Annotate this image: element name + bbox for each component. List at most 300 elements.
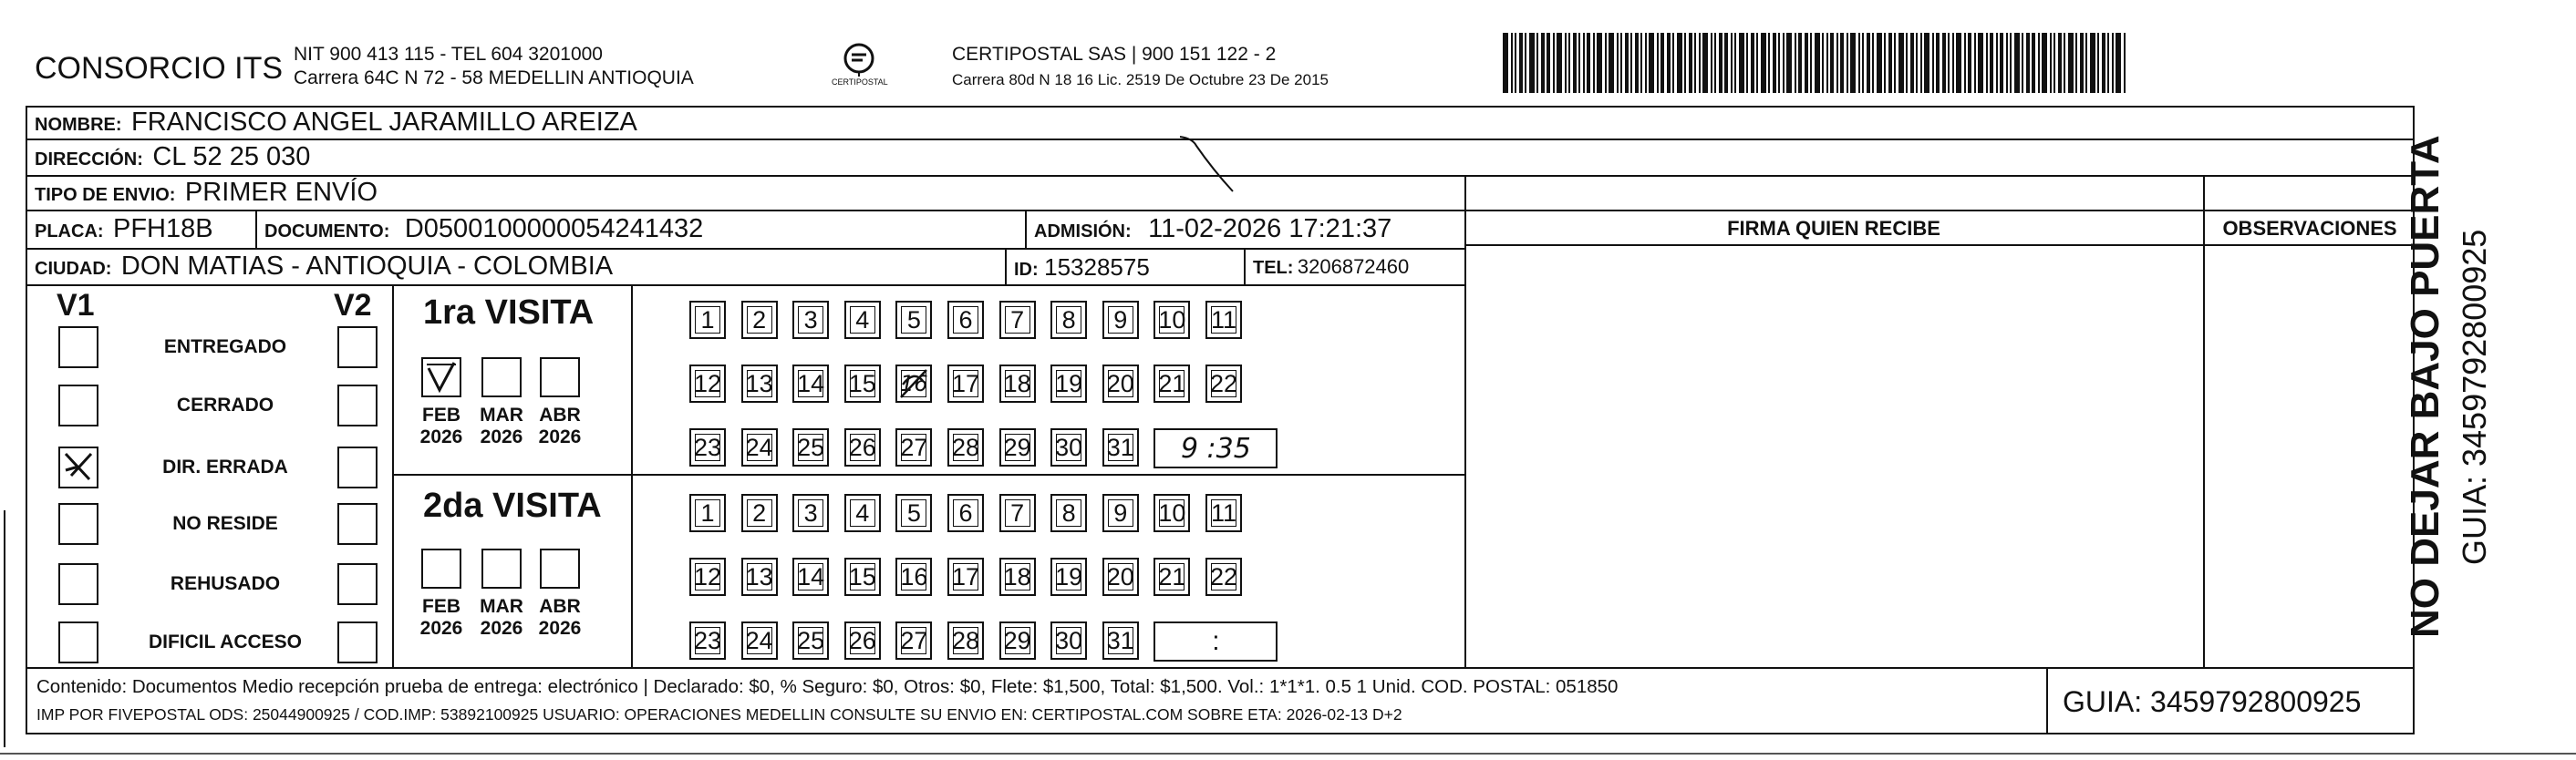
barcode-bar bbox=[1640, 33, 1642, 93]
day-number: 15 bbox=[848, 369, 876, 397]
tipo-row bbox=[35, 180, 378, 206]
day-number: 4 bbox=[855, 498, 870, 527]
day-cell[interactable] bbox=[999, 428, 1036, 467]
day-cell[interactable] bbox=[741, 365, 778, 403]
barcode-bar bbox=[1822, 33, 1824, 93]
barcode-bar bbox=[1894, 33, 1896, 93]
barcode-bar bbox=[1617, 33, 1619, 93]
day-cell[interactable] bbox=[689, 301, 726, 339]
barcode-bar bbox=[1810, 33, 1812, 93]
day-cell[interactable] bbox=[1102, 428, 1139, 467]
tel-value: 3206872460 bbox=[1297, 255, 1410, 278]
barcode-bar bbox=[1724, 33, 1728, 93]
barcode-bar bbox=[1942, 33, 1946, 93]
barcode-bar bbox=[1898, 33, 1904, 93]
footer-guia: GUIA: 3459792800925 bbox=[2063, 685, 2362, 718]
documento-value: D0500100000054241432 bbox=[404, 214, 704, 243]
status-option-label: ENTREGADO bbox=[163, 336, 287, 357]
barcode-bar bbox=[1884, 33, 1886, 93]
day-cell[interactable] bbox=[1205, 365, 1242, 403]
admision-row bbox=[1034, 216, 1391, 242]
day-number: 7 bbox=[1010, 498, 1025, 527]
day-mark-icon bbox=[895, 365, 932, 403]
day-cell[interactable] bbox=[792, 621, 829, 660]
v1-checkbox[interactable] bbox=[58, 385, 98, 426]
ciudad-label: CIUDAD: bbox=[35, 259, 112, 279]
barcode-bar bbox=[1888, 33, 1892, 93]
status-option-label: NO RESIDE bbox=[172, 513, 278, 534]
barcode-bar bbox=[1986, 33, 1988, 93]
month-checkbox[interactable] bbox=[421, 357, 461, 397]
barcode-bar bbox=[1625, 33, 1629, 93]
footer-contenido: Contenido: Documentos Medio recepción prueba de entrega: electrónico | Declarado: $0, % Seguro: $0, Otros: $0, Flete: $1,500, Total: $1,500. Vol.: 1*1*1. 0.5 1 Unid. COD. POSTAL: 051850 bbox=[36, 676, 1619, 697]
day-number: 17 bbox=[951, 562, 980, 591]
barcode-bar bbox=[1711, 33, 1712, 93]
day-cell[interactable] bbox=[741, 621, 778, 660]
id-value: 15328575 bbox=[1044, 253, 1150, 281]
day-cell[interactable] bbox=[792, 365, 829, 403]
barcode-bar bbox=[2064, 33, 2065, 93]
day-number: 7 bbox=[1010, 305, 1025, 334]
v2-checkbox[interactable] bbox=[337, 447, 378, 488]
barcode-bar bbox=[1773, 33, 1776, 93]
month-label bbox=[531, 596, 589, 640]
barcode-bar bbox=[2075, 33, 2077, 93]
barcode-bar bbox=[1815, 33, 1820, 93]
month-name: MAR bbox=[480, 405, 523, 426]
barcode-bar bbox=[1503, 33, 1508, 93]
barcode-bar bbox=[1597, 33, 1602, 93]
barcode-bar bbox=[1968, 33, 1971, 93]
day-cell[interactable] bbox=[844, 365, 881, 403]
day-number: 22 bbox=[1209, 369, 1238, 397]
barcode-bar bbox=[1573, 33, 1577, 93]
day-number: 21 bbox=[1158, 562, 1186, 591]
certipostal-info: CERTIPOSTAL SAS | 900 151 122 - 2 bbox=[952, 44, 1277, 65]
company-name: CONSORCIO ITS bbox=[35, 51, 284, 86]
day-cell[interactable] bbox=[792, 494, 829, 532]
day-number: 24 bbox=[745, 626, 773, 654]
v1-checkbox[interactable] bbox=[58, 503, 98, 545]
month-name: ABR bbox=[539, 596, 581, 617]
barcode-bar bbox=[1906, 33, 1908, 93]
day-number: 13 bbox=[745, 562, 773, 591]
day-number: 3 bbox=[803, 305, 818, 334]
day-cell[interactable] bbox=[1102, 558, 1139, 596]
admision-label: ADMISIÓN: bbox=[1034, 221, 1132, 241]
day-cell[interactable] bbox=[792, 301, 829, 339]
company-address: Carrera 64C N 72 - 58 MEDELLIN ANTIOQUIA bbox=[294, 67, 694, 88]
left-edge-mark bbox=[4, 510, 5, 747]
day-number: 3 bbox=[803, 498, 818, 527]
placa-label: PLACA: bbox=[35, 221, 104, 241]
month-checkbox[interactable] bbox=[421, 549, 461, 589]
day-cell[interactable] bbox=[792, 558, 829, 596]
month-name: FEB bbox=[422, 596, 460, 617]
barcode-bar bbox=[1529, 33, 1535, 93]
day-number: 18 bbox=[1003, 562, 1031, 591]
v1-checkbox[interactable] bbox=[58, 563, 98, 605]
day-number: 16 bbox=[900, 371, 928, 396]
day-number: 28 bbox=[951, 626, 980, 654]
day-cell[interactable] bbox=[741, 558, 778, 596]
month-year: 2026 bbox=[538, 426, 582, 448]
barcode-bar bbox=[1568, 33, 1570, 93]
day-number: 10 bbox=[1158, 305, 1186, 334]
barcode-bar bbox=[2097, 33, 2099, 93]
status-option-label: CERRADO bbox=[176, 395, 274, 416]
barcode-bar bbox=[1877, 33, 1882, 93]
barcode-bar bbox=[1605, 33, 1607, 93]
nombre-label: NOMBRE: bbox=[35, 115, 122, 135]
barcode-bar bbox=[1557, 33, 1562, 93]
day-cell[interactable] bbox=[947, 301, 984, 339]
check-mark-icon bbox=[60, 448, 97, 487]
day-number: 19 bbox=[1055, 369, 1083, 397]
v2-checkbox[interactable] bbox=[337, 326, 378, 368]
day-cell[interactable] bbox=[844, 558, 881, 596]
id-label: ID: bbox=[1014, 260, 1039, 280]
barcode-bar bbox=[1805, 33, 1808, 93]
day-cell[interactable] bbox=[689, 494, 726, 532]
barcode-bar bbox=[1541, 33, 1545, 93]
barcode-bar bbox=[2010, 33, 2012, 93]
barcode-bar bbox=[1978, 33, 1983, 93]
day-cell[interactable] bbox=[1102, 494, 1139, 532]
barcode-bar bbox=[1768, 33, 1770, 93]
day-number: 30 bbox=[1055, 433, 1083, 461]
day-cell[interactable] bbox=[1050, 621, 1087, 660]
barcode-bar bbox=[1536, 33, 1538, 93]
barcode-bar bbox=[1578, 33, 1580, 93]
v2-checkbox[interactable] bbox=[337, 503, 378, 545]
time-box[interactable] bbox=[1154, 621, 1278, 662]
barcode-bar bbox=[1649, 33, 1654, 93]
tipo-label: TIPO DE ENVIO: bbox=[35, 185, 176, 205]
barcode-bar bbox=[1645, 33, 1647, 93]
day-cell[interactable] bbox=[1205, 301, 1242, 339]
barcode-bar bbox=[1836, 33, 1838, 93]
documento-label: DOCUMENTO: bbox=[264, 221, 390, 241]
day-number: 1 bbox=[700, 305, 715, 334]
day-cell[interactable] bbox=[1050, 558, 1087, 596]
barcode-bar bbox=[1657, 33, 1659, 93]
day-number: 12 bbox=[693, 369, 722, 397]
barcode-bar bbox=[1920, 33, 1922, 93]
barcode-bar bbox=[1565, 33, 1567, 93]
barcode-bar bbox=[1587, 33, 1590, 93]
barcode-bar bbox=[2068, 33, 2074, 93]
barcode-bar bbox=[1699, 33, 1701, 93]
day-number: 4 bbox=[855, 305, 870, 334]
day-number: 24 bbox=[745, 433, 773, 461]
day-number: 8 bbox=[1061, 498, 1076, 527]
month-year: 2026 bbox=[538, 618, 582, 640]
day-number: 9 bbox=[1113, 498, 1128, 527]
barcode-bar bbox=[1786, 33, 1792, 93]
month-year: 2026 bbox=[480, 426, 523, 448]
barcode-bar bbox=[1910, 33, 1914, 93]
day-cell[interactable] bbox=[1154, 494, 1190, 532]
day-cell[interactable] bbox=[792, 428, 829, 467]
month-label bbox=[472, 405, 531, 448]
day-number: 10 bbox=[1158, 498, 1186, 527]
barcode-bar bbox=[1620, 33, 1622, 93]
certipostal-logo-icon bbox=[832, 40, 886, 95]
barcode-bar bbox=[1948, 33, 1950, 93]
v1-checkbox[interactable] bbox=[58, 447, 98, 488]
visita2-title: 2da VISITA bbox=[423, 487, 602, 525]
month-name: FEB bbox=[422, 405, 460, 426]
day-cell[interactable] bbox=[895, 428, 932, 467]
barcode-bar bbox=[1952, 33, 1954, 93]
barcode-bar bbox=[1519, 33, 1523, 93]
v2-checkbox[interactable] bbox=[337, 621, 378, 663]
side-warning: NO DEJAR BAJO PUERTA bbox=[2403, 135, 2447, 638]
month-label bbox=[412, 405, 471, 448]
day-cell[interactable] bbox=[689, 428, 726, 467]
footer-imp: IMP POR FIVEPOSTAL ODS: 25044900925 / COD.IMP: 53892100925 USUARIO: OPERACIONES MEDELLIN CONSULTE SU ENVIO EN: CERTIPOSTAL.COM SOBRE ETA: 2026-02-13 D+2 bbox=[36, 705, 1402, 724]
day-number: 25 bbox=[797, 626, 825, 654]
day-cell[interactable] bbox=[689, 621, 726, 660]
day-cell[interactable] bbox=[1205, 494, 1242, 532]
day-number: 31 bbox=[1106, 433, 1134, 461]
month-name: MAR bbox=[480, 596, 523, 617]
day-cell[interactable] bbox=[999, 365, 1036, 403]
barcode-bar bbox=[1783, 33, 1785, 93]
day-number: 28 bbox=[951, 433, 980, 461]
day-number: 31 bbox=[1106, 626, 1134, 654]
month-label bbox=[412, 596, 471, 640]
barcode-bar bbox=[2058, 33, 2062, 93]
barcode-bar bbox=[2050, 33, 2052, 93]
barcode-bar bbox=[1694, 33, 1696, 93]
barcode-bar bbox=[1840, 33, 1844, 93]
day-number: 16 bbox=[900, 562, 928, 591]
day-number: 5 bbox=[906, 498, 921, 527]
barcode-bar bbox=[2080, 33, 2084, 93]
day-number: 20 bbox=[1106, 369, 1134, 397]
day-cell[interactable] bbox=[844, 428, 881, 467]
barcode-bar bbox=[1746, 33, 1748, 93]
barcode-bar bbox=[1795, 33, 1796, 93]
day-number: 29 bbox=[1003, 433, 1031, 461]
day-cell[interactable] bbox=[689, 365, 726, 403]
barcode-bar bbox=[1830, 33, 1834, 93]
direccion-row bbox=[35, 144, 310, 170]
day-number: 8 bbox=[1061, 305, 1076, 334]
day-number: 6 bbox=[958, 498, 973, 527]
day-number: 23 bbox=[693, 433, 722, 461]
v1-header: V1 bbox=[57, 288, 95, 323]
month-label bbox=[472, 596, 531, 640]
barcode-bar bbox=[1850, 33, 1856, 93]
barcode-bar bbox=[1609, 33, 1614, 93]
ciudad-value: DON MATIAS - ANTIOQUIA - COLOMBIA bbox=[120, 252, 614, 281]
day-cell[interactable] bbox=[895, 494, 932, 532]
day-cell[interactable] bbox=[1102, 365, 1139, 403]
barcode-bar bbox=[1547, 33, 1550, 93]
day-cell[interactable] bbox=[1154, 301, 1190, 339]
day-cell[interactable] bbox=[999, 621, 1036, 660]
day-cell[interactable] bbox=[1102, 301, 1139, 339]
barcode-bar bbox=[1847, 33, 1848, 93]
day-cell[interactable] bbox=[1102, 621, 1139, 660]
day-cell[interactable] bbox=[1050, 428, 1087, 467]
barcode-bar bbox=[1932, 33, 1934, 93]
barcode-bar bbox=[1916, 33, 1918, 93]
day-cell[interactable] bbox=[689, 558, 726, 596]
day-cell[interactable] bbox=[1205, 558, 1242, 596]
barcode-bar bbox=[2112, 33, 2114, 93]
day-cell[interactable] bbox=[895, 621, 932, 660]
day-cell[interactable] bbox=[844, 494, 881, 532]
barcode-bar bbox=[1862, 33, 1864, 93]
id-row bbox=[1014, 255, 1150, 279]
day-cell[interactable] bbox=[741, 301, 778, 339]
visita1-title: 1ra VISITA bbox=[423, 293, 595, 332]
day-cell[interactable] bbox=[895, 301, 932, 339]
month-checkbox[interactable] bbox=[540, 357, 580, 397]
day-number: 22 bbox=[1209, 562, 1238, 591]
status-option-label: REHUSADO bbox=[170, 573, 281, 594]
day-cell[interactable] bbox=[999, 494, 1036, 532]
documento-row bbox=[264, 216, 703, 242]
day-cell[interactable] bbox=[844, 301, 881, 339]
barcode-bar bbox=[1956, 33, 1961, 93]
day-cell[interactable] bbox=[1154, 558, 1190, 596]
day-number: 11 bbox=[1210, 498, 1237, 527]
placa-row bbox=[35, 216, 213, 242]
barcode-bar bbox=[1583, 33, 1585, 93]
time-box[interactable] bbox=[1154, 428, 1278, 468]
day-number: 12 bbox=[693, 562, 722, 591]
certipostal-logo bbox=[832, 40, 886, 95]
barcode bbox=[1503, 33, 2229, 93]
day-cell[interactable] bbox=[947, 428, 984, 467]
bottom-edge-mark bbox=[0, 753, 2576, 755]
barcode-bar bbox=[2006, 33, 2008, 93]
barcode-bar bbox=[1756, 33, 1758, 93]
day-number: 15 bbox=[848, 562, 876, 591]
barcode-bar bbox=[2124, 33, 2126, 93]
day-cell[interactable] bbox=[999, 301, 1036, 339]
month-checkbox[interactable] bbox=[540, 549, 580, 589]
barcode-bar bbox=[1677, 33, 1682, 93]
barcode-bar bbox=[1511, 33, 1513, 93]
barcode-bar bbox=[2026, 33, 2030, 93]
day-cell[interactable] bbox=[895, 365, 932, 403]
barcode-bar bbox=[1996, 33, 1998, 93]
day-cell[interactable] bbox=[1050, 365, 1087, 403]
month-checkbox[interactable] bbox=[481, 357, 522, 397]
certipostal-logo-caption: CERTIPOSTAL bbox=[832, 77, 888, 87]
barcode-bar bbox=[1974, 33, 1976, 93]
day-number: 25 bbox=[797, 433, 825, 461]
month-name: ABR bbox=[539, 405, 581, 426]
barcode-bar bbox=[2107, 33, 2109, 93]
status-option-label: DIFICIL ACCESO bbox=[148, 632, 302, 652]
nombre-value: FRANCISCO ANGEL JARAMILLO AREIZA bbox=[131, 108, 637, 137]
barcode-bar bbox=[1515, 33, 1516, 93]
barcode-bar bbox=[2090, 33, 2095, 93]
day-cell[interactable] bbox=[741, 494, 778, 532]
day-cell[interactable] bbox=[947, 621, 984, 660]
month-label bbox=[531, 405, 589, 448]
day-cell[interactable] bbox=[1050, 301, 1087, 339]
v2-checkbox[interactable] bbox=[337, 563, 378, 605]
day-number: 26 bbox=[848, 626, 876, 654]
firma-header: FIRMA QUIEN RECIBE bbox=[1727, 217, 1940, 240]
barcode-bar bbox=[2038, 33, 2040, 93]
day-cell[interactable] bbox=[1050, 494, 1087, 532]
month-checkbox[interactable] bbox=[481, 549, 522, 589]
day-number: 27 bbox=[900, 433, 928, 461]
day-cell[interactable] bbox=[895, 558, 932, 596]
barcode-bar bbox=[2085, 33, 2087, 93]
barcode-bar bbox=[1714, 33, 1716, 93]
barcode-bar bbox=[1731, 33, 1733, 93]
day-number: 30 bbox=[1055, 626, 1083, 654]
barcode-bar bbox=[1964, 33, 1966, 93]
barcode-bar bbox=[2000, 33, 2003, 93]
day-number: 5 bbox=[906, 305, 921, 334]
day-number: 27 bbox=[900, 626, 928, 654]
day-cell[interactable] bbox=[844, 621, 881, 660]
day-cell[interactable] bbox=[947, 558, 984, 596]
barcode-bar bbox=[1739, 33, 1744, 93]
barcode-bar bbox=[1719, 33, 1723, 93]
barcode-bar bbox=[2032, 33, 2035, 93]
day-cell[interactable] bbox=[947, 494, 984, 532]
barcode-bar bbox=[1936, 33, 1940, 93]
day-number: 19 bbox=[1055, 562, 1083, 591]
barcode-bar bbox=[1778, 33, 1780, 93]
day-number: 14 bbox=[797, 369, 825, 397]
day-number: 11 bbox=[1210, 305, 1237, 334]
barcode-bar bbox=[1660, 33, 1664, 93]
day-cell[interactable] bbox=[741, 428, 778, 467]
observaciones-header: OBSERVACIONES bbox=[2222, 217, 2397, 240]
barcode-bar bbox=[1867, 33, 1870, 93]
barcode-bar bbox=[1990, 33, 1993, 93]
direccion-value: CL 52 25 030 bbox=[152, 142, 311, 171]
barcode-bar bbox=[1672, 33, 1674, 93]
tipo-value: PRIMER ENVÍO bbox=[184, 178, 378, 207]
tel-row bbox=[1253, 257, 1409, 277]
barcode-bar bbox=[1826, 33, 1828, 93]
day-number: 2 bbox=[752, 498, 767, 527]
time-value: : bbox=[1212, 626, 1220, 656]
day-number: 18 bbox=[1003, 369, 1031, 397]
day-number: 20 bbox=[1106, 562, 1134, 591]
v1-checkbox[interactable] bbox=[58, 621, 98, 663]
day-cell[interactable] bbox=[947, 365, 984, 403]
day-cell[interactable] bbox=[1154, 365, 1190, 403]
v2-checkbox[interactable] bbox=[337, 385, 378, 426]
day-cell[interactable] bbox=[999, 558, 1036, 596]
barcode-bar bbox=[1702, 33, 1708, 93]
v1-checkbox[interactable] bbox=[58, 326, 98, 368]
day-number: 1 bbox=[700, 498, 715, 527]
barcode-bar bbox=[1553, 33, 1555, 93]
company-nit: NIT 900 413 115 - TEL 604 3201000 bbox=[294, 44, 603, 65]
status-option-label: DIR. ERRADA bbox=[162, 457, 288, 478]
barcode-bar bbox=[2054, 33, 2055, 93]
admision-value: 11-02-2026 17:21:37 bbox=[1148, 214, 1392, 243]
barcode-bar bbox=[1684, 33, 1686, 93]
barcode-bar bbox=[1751, 33, 1754, 93]
